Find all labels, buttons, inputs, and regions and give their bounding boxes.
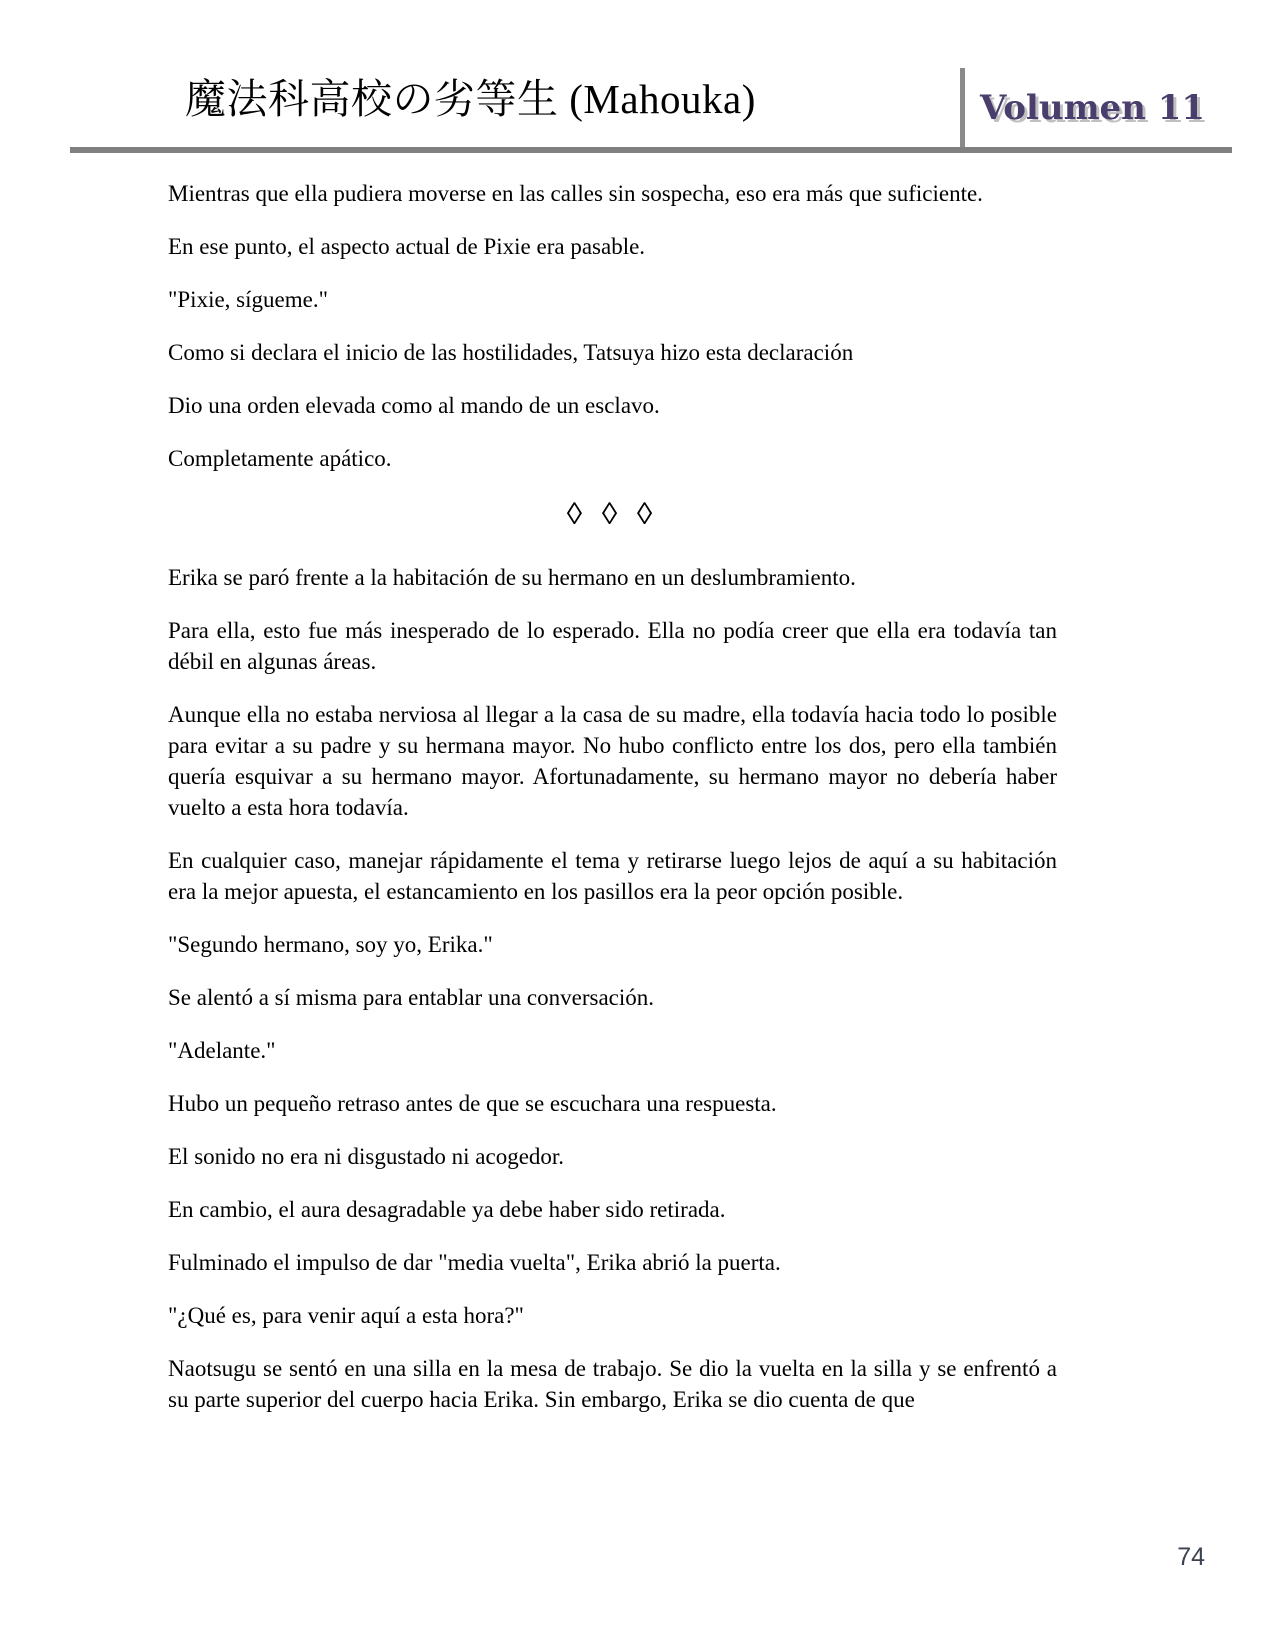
- volume-label: Volumen 11: [980, 88, 1206, 128]
- page-body: [168, 178, 1057, 1415]
- scene-separator: ◊ ◊ ◊: [566, 496, 659, 531]
- page-header: [0, 0, 1275, 153]
- paragraph: Aunque ella no estaba nerviosa al llegar a la casa de su madre, ella todavía hacia todo lo posible para evitar a su padre y su hermana mayor. No hubo conflicto entre los dos, pero ella también quería esquivar a su hermano mayor. Afortunadamente, su hermano mayor no debería haber vuelto a esta hora todavía.: [168, 702, 1057, 820]
- paragraph: "¿Qué es, para venir aquí a esta hora?": [168, 1303, 524, 1328]
- paragraph: Completamente apático.: [168, 446, 392, 471]
- paragraph: En cualquier caso, manejar rápidamente el tema y retirarse luego lejos de aquí a su habitación era la mejor apuesta, el estancamiento en los pasillos era la peor opción posible.: [168, 848, 1057, 904]
- paragraph: "Adelante.": [168, 1038, 276, 1063]
- paragraph: Como si declara el inicio de las hostilidades, Tatsuya hizo esta declaración: [168, 340, 854, 365]
- paragraph: Para ella, esto fue más inesperado de lo esperado. Ella no podía creer que ella era todavía tan débil en algunas áreas.: [168, 618, 1057, 674]
- paragraph: En cambio, el aura desagradable ya debe haber sido retirada.: [168, 1197, 726, 1222]
- paragraph: En ese punto, el aspecto actual de Pixie era pasable.: [168, 234, 646, 259]
- paragraph: Fulminado el impulso de dar "media vuelta", Erika abrió la puerta.: [168, 1250, 781, 1275]
- paragraph: Hubo un pequeño retraso antes de que se escuchara una respuesta.: [168, 1091, 777, 1116]
- paragraph: "Segundo hermano, soy yo, Erika.": [168, 932, 493, 957]
- paragraph: Naotsugu se sentó en una silla en la mesa de trabajo. Se dio la vuelta en la silla y se enfrentó a su parte superior del cuerpo hacia Erika. Sin embargo, Erika se dio cuenta de que: [168, 1356, 1057, 1412]
- paragraph: Dio una orden elevada como al mando de un esclavo.: [168, 393, 660, 418]
- volume-box: [960, 68, 1205, 148]
- paragraph: Erika se paró frente a la habitación de su hermano en un deslumbramiento.: [168, 565, 856, 590]
- paragraph: Se alentó a sí misma para entablar una conversación.: [168, 985, 655, 1010]
- paragraph: El sonido no era ni disgustado ni acogedor.: [168, 1144, 565, 1169]
- document-title: 魔法科高校の劣等生 (Mahouka): [185, 76, 756, 122]
- page-number: 74: [1177, 1543, 1205, 1571]
- paragraph: "Pixie, sígueme.": [168, 287, 328, 312]
- paragraph: Mientras que ella pudiera moverse en las calles sin sospecha, eso era más que suficiente.: [168, 181, 983, 206]
- header-divider: [70, 147, 1232, 153]
